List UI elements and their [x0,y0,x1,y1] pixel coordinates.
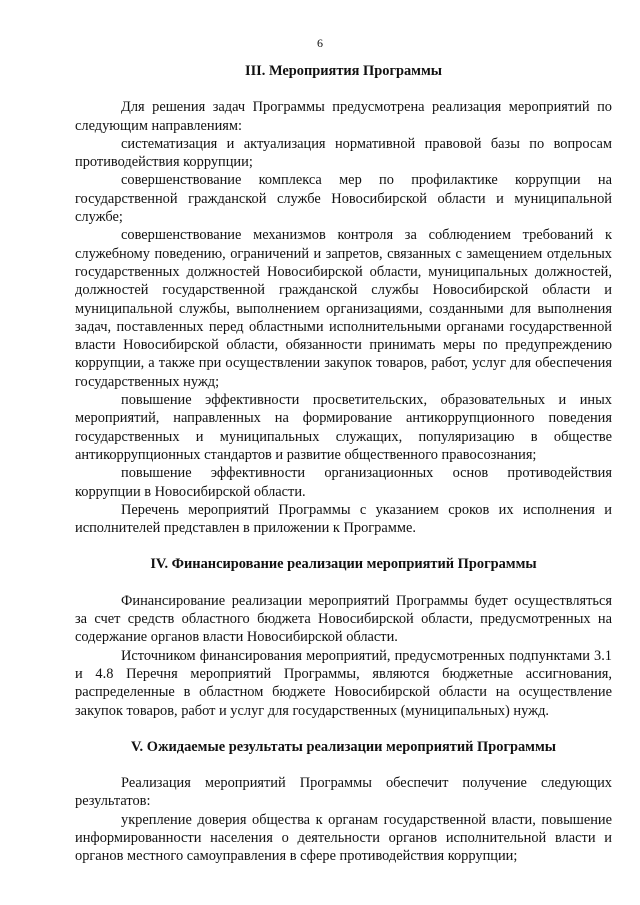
paragraph: укрепление доверия общества к органам государственной власти, повышение информированности населения о деятельности органов исполнительной власти и органов местного самоуправления в сфере противодействия коррупции; [75,811,612,865]
paragraph: Перечень мероприятий Программы с указанием сроков их исполнения и исполнителей представлен в приложении к Программе. [75,501,612,537]
section-title-v: V. Ожидаемые результаты реализации мероприятий Программы [130,738,557,755]
document-body [75,62,612,866]
paragraph: Финансирование реализации мероприятий Программы будет осуществляться за счет средств областного бюджета Новосибирской области, предусмотренных на содержание органов власти Новосибирской области. [75,592,612,646]
page-number: 6 [317,36,323,50]
paragraph: Для решения задач Программы предусмотрена реализация мероприятий по следующим направлениям: [75,99,612,134]
paragraph: совершенствование комплекса мер по профилактике коррупции на государственной гражданской службе Новосибирской области и муниципальной службе; [75,172,612,226]
paragraph: Реализация мероприятий Программы обеспечит получение следующих результатов: [75,775,612,810]
paragraph: повышение эффективности организационных основ противодействия коррупции в Новосибирской области. [75,465,612,500]
paragraph: повышение эффективности просветительских, образовательных и иных мероприятий, направленных на формирование антикоррупционного поведения государственных и муниципальных служащих, популяризацию в обществе антикоррупционных стандартов и развитие общественного правосознания; [75,392,612,463]
paragraph: совершенствование механизмов контроля за соблюдением требований к служебному поведению, ограничений и запретов, связанных с замещением отдельных государственных должностей Новосибирской области, муниципальных должностей, должностей государственной гражданской службы Новосибирской области и муниципальной службы, выполнением организациями, созданными для выполнения задач, поставленных перед областными исполнительными органами государственной власти Новосибирской области, обязанности принимать меры по предупреждению коррупции, а также при осуществлении закупок товаров, работ, услуг для обеспечения государственных нужд; [75,227,612,390]
section-title-iv: IV. Финансирование реализации мероприятий Программы [150,556,537,573]
paragraph: Источником финансирования мероприятий, предусмотренных подпунктами 3.1 и 4.8 Перечня мероприятий Программы, являются бюджетные ассигнования, распределенные в областном бюджете Новосибирской области на осуществление закупок товаров, работ и услуг для государственных (муниципальных) нужд. [75,647,612,719]
paragraph: систематизация и актуализация нормативной правовой базы по вопросам противодействия коррупции; [75,135,612,171]
section-title-iii: III. Мероприятия Программы [244,63,443,79]
